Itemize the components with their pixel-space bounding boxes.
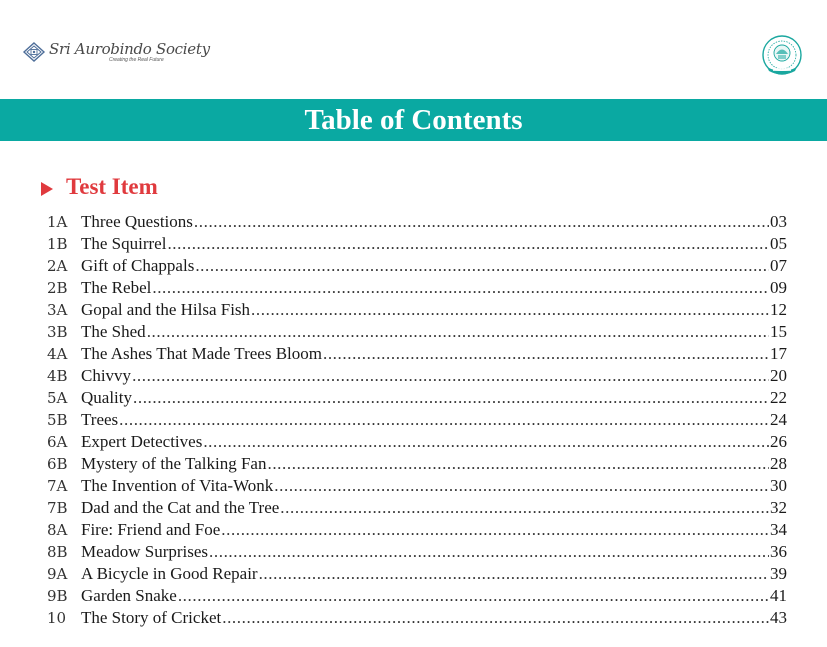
toc-entry-page: 41 [770,586,787,605]
toc-entry-page: 39 [770,564,787,583]
toc-entry-page: 07 [770,256,787,275]
toc-entry-page: 05 [770,234,787,253]
sri-aurobindo-society-logo [22,36,210,68]
toc-entry-title: The Squirrel [81,234,167,253]
page-title: Table of Contents [304,103,523,136]
toc-entry-page: 30 [770,476,787,495]
toc-entry-title: Dad and the Cat and the Tree [81,498,280,517]
toc-entry-page: 34 [770,520,787,539]
toc-entry-title: Gopal and the Hilsa Fish [81,300,251,319]
toc-leader [203,431,769,453]
toc-entry-title: The Rebel [81,278,152,297]
toc-leader [251,299,769,321]
toc-entry-title: Gift of Chappals [81,256,195,275]
toc-entry-page: 36 [770,542,787,561]
toc-entry-number: 3A [47,301,68,319]
toc-entry-page: 15 [770,322,787,341]
toc-entry-number: 9A [47,565,68,583]
toc-list [47,211,787,629]
toc-entry-number: 8A [47,521,68,539]
toc-entry-number: 8B [47,543,68,561]
toc-entry-number: 1A [47,213,68,231]
toc-entry[interactable] [47,409,787,431]
toc-entry-title: Chivvy [81,366,132,385]
toc-entry-title: Trees [81,410,119,429]
toc-entry[interactable] [47,563,787,585]
logo-tagline: Creating the Real Future [109,56,164,63]
toc-leader [323,343,769,365]
toc-entry-page: 24 [770,410,787,429]
toc-leader [209,541,769,563]
toc-entry-page: 22 [770,388,787,407]
toc-entry[interactable] [47,299,787,321]
toc-entry[interactable] [47,277,787,299]
toc-entry-title: A Bicycle in Good Repair [81,564,258,583]
toc-entry-title: Garden Snake [81,586,177,605]
toc-entry[interactable] [47,541,787,563]
toc-entry-title: The Story of Cricket [81,608,222,627]
toc-entry[interactable] [47,321,787,343]
toc-entry-title: The Invention of Vita-Wonk [81,476,274,495]
toc-entry-number: 6A [47,433,68,451]
toc-entry-title: Fire: Friend and Foe [81,520,221,539]
toc-leader [267,453,769,475]
toc-entry-page: 12 [770,300,787,319]
toc-leader [259,563,769,585]
toc-entry[interactable] [47,585,787,607]
toc-entry[interactable] [47,255,787,277]
round-emblem-icon [761,33,803,79]
toc-entry-title: The Shed [81,322,146,341]
toc-leader [147,321,769,343]
toc-entry-number: 9B [47,587,68,605]
toc-entry[interactable] [47,475,787,497]
toc-entry-page: 03 [770,212,787,231]
toc-entry[interactable] [47,233,787,255]
toc-leader [132,365,769,387]
toc-leader [222,607,769,629]
toc-leader [133,387,769,409]
toc-entry-number: 3B [47,323,68,341]
toc-entry-title: The Ashes That Made Trees Bloom [81,344,322,363]
toc-entry-number: 2A [47,257,68,275]
toc-entry-number: 5A [47,389,68,407]
toc-entry-number: 7A [47,477,68,495]
toc-entry-number: 4A [47,345,68,363]
section-heading [40,174,158,200]
toc-leader [178,585,769,607]
toc-entry-number: 10 [47,609,67,627]
toc-entry-number: 2B [47,279,68,297]
toc-leader [194,211,769,233]
toc-entry-page: 09 [770,278,787,297]
toc-entry[interactable] [47,607,787,629]
toc-entry-page: 32 [770,498,787,517]
toc-entry-page: 26 [770,432,787,451]
toc-entry-number: 6B [47,455,68,473]
toc-entry-page: 20 [770,366,787,385]
toc-leader [152,277,769,299]
toc-entry[interactable] [47,519,787,541]
toc-entry[interactable] [47,365,787,387]
toc-leader [280,497,769,519]
section-title: Test Item [66,174,158,199]
toc-leader [274,475,769,497]
toc-entry-number: 7B [47,499,68,517]
toc-entry-number: 5B [47,411,68,429]
toc-leader [167,233,769,255]
toc-entry[interactable] [47,343,787,365]
toc-banner [0,99,827,141]
toc-leader [119,409,769,431]
aurobindo-symbol-icon [22,41,46,63]
toc-entry-title: Expert Detectives [81,432,203,451]
toc-entry-title: Meadow Surprises [81,542,209,561]
toc-entry-title: Quality [81,388,132,407]
toc-entry[interactable] [47,387,787,409]
toc-entry-number: 4B [47,367,68,385]
toc-entry[interactable] [47,453,787,475]
toc-entry-title: Mystery of the Talking Fan [81,454,267,473]
toc-entry-number: 1B [47,235,68,253]
toc-entry-page: 28 [770,454,787,473]
toc-leader [221,519,769,541]
toc-entry[interactable] [47,431,787,453]
toc-entry[interactable] [47,211,787,233]
toc-entry-page: 17 [770,344,787,363]
toc-entry-page: 43 [770,608,787,627]
triangle-right-icon [40,181,54,197]
toc-entry-title: Three Questions [81,212,193,231]
toc-entry[interactable] [47,497,787,519]
toc-leader [195,255,769,277]
logo-brand-text: Sri Aurobindo Society [49,39,210,58]
